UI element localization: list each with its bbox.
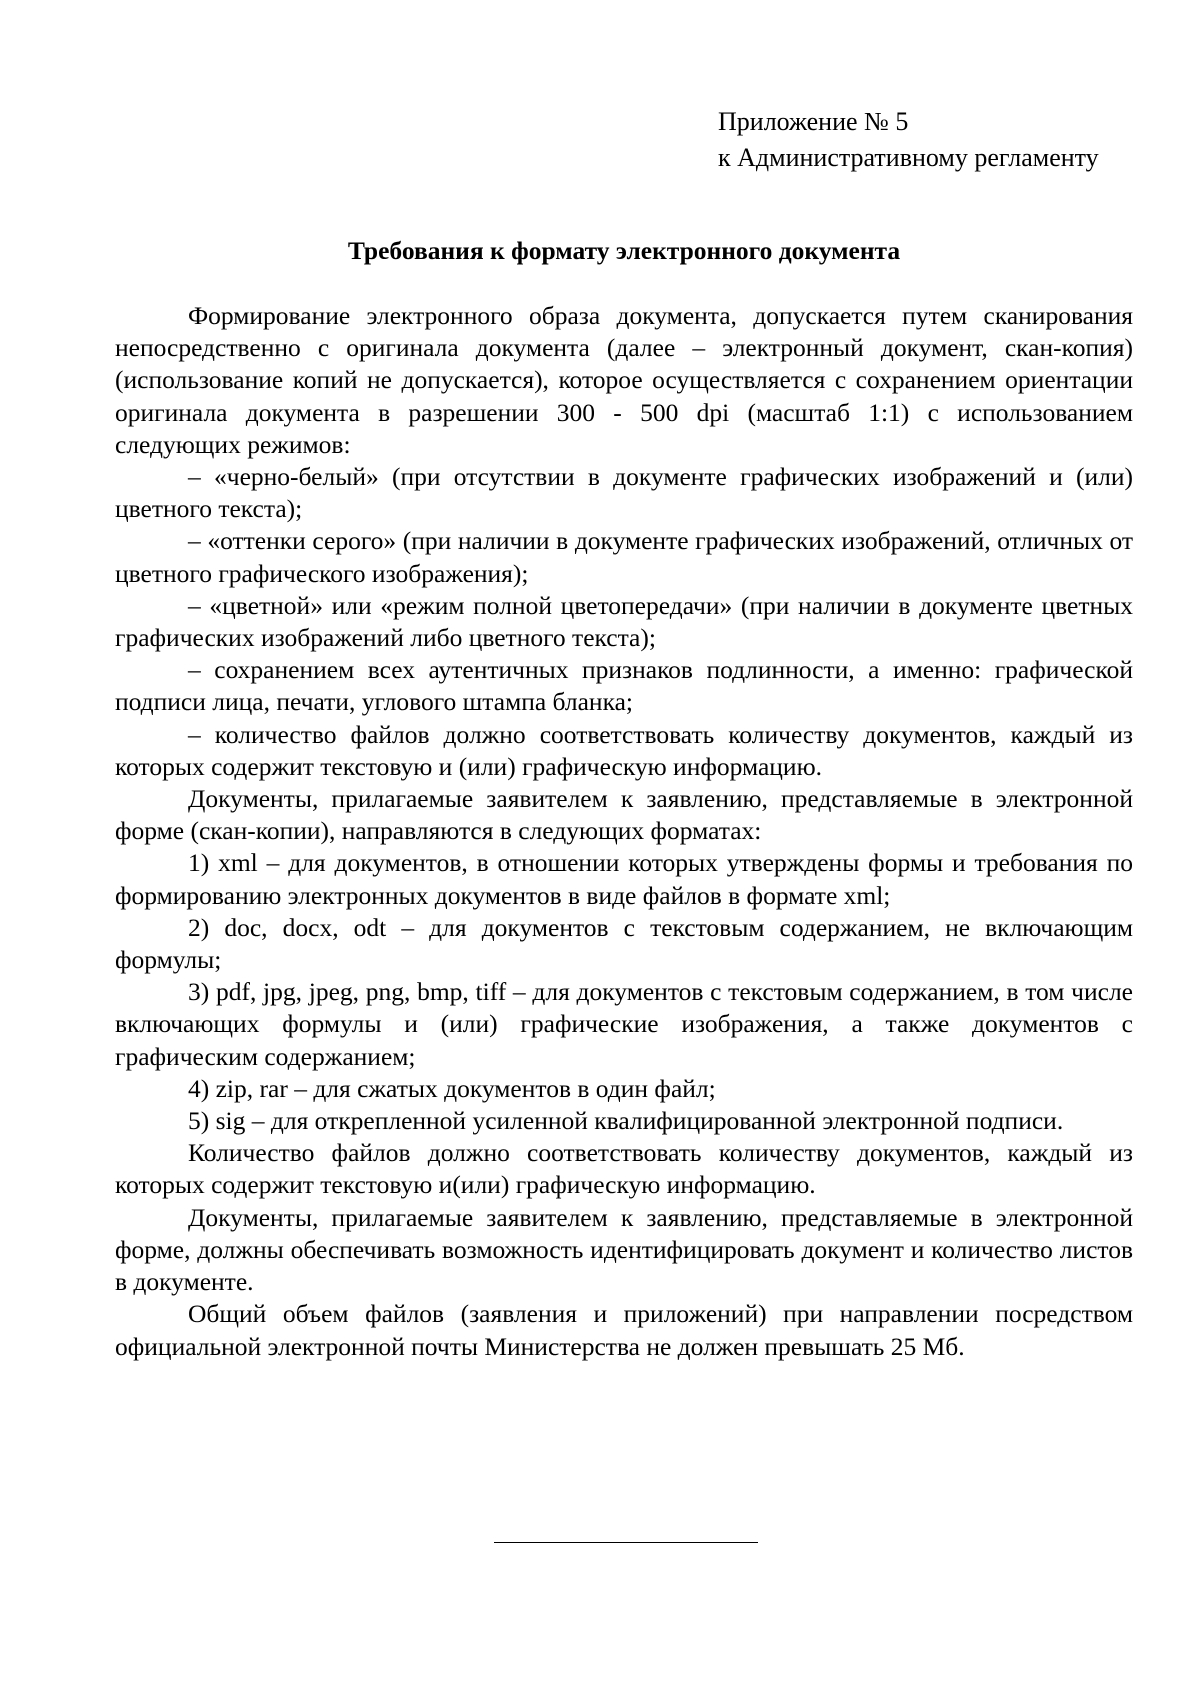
paragraph-authenticity: – сохранением всех аутентичных признаков подлинности, а именно: графической подписи лица, печати, углового штампа бланка; [115, 655, 1133, 717]
paragraph-mode-grayscale: – «оттенки серого» (при наличии в документе графических изображений, отличных от цветного графического изображения); [115, 526, 1133, 588]
paragraph-formats-intro: Документы, прилагаемые заявителем к заявлению, представляемые в электронной форме (скан-копии), направляются в следующих форматах: [115, 784, 1133, 846]
paragraph-format-xml: 1) xml – для документов, в отношении которых утверждены формы и требования по формированию электронных документов в виде файлов в формате xml; [115, 848, 1133, 910]
paragraph-size-limit: Общий объем файлов (заявления и приложений) при направлении посредством официальной электронной почты Министерства не должен превышать 25 Мб. [115, 1299, 1133, 1361]
document-body [115, 300, 1133, 1363]
paragraph-scan-general: Формирование электронного образа документа, допускается путем сканирования непосредственно с оригинала документа (далее – электронный документ, скан-копия) (использование копий не допускается), которое осуществляется с сохранением ориентации оригинала документа в разрешении 300 - 500 dpi (масштаб 1:1) с использованием следующих режимов: [115, 301, 1133, 459]
paragraph-file-count: – количество файлов должно соответствовать количеству документов, каждый из которых содержит текстовую и (или) графическую информацию. [115, 719, 1133, 781]
paragraph-format-doc: 2) doc, docx, odt – для документов с текстовым содержанием, не включающим формулы; [115, 912, 1133, 975]
paragraph-mode-color: – «цветной» или «режим полной цветопередачи» (при наличии в документе цветных графических изображений либо цветного текста); [115, 590, 1133, 653]
annex-reference: к Административному регламенту [718, 143, 1099, 172]
paragraph-file-count-2: Количество файлов должно соответствовать количеству документов, каждый из которых содержит текстовую и(или) графическую информацию. [115, 1138, 1133, 1200]
annex-header [718, 104, 1099, 176]
paragraph-mode-bw: – «черно-белый» (при отсутствии в документе графических изображений и (или) цветного текста); [115, 462, 1133, 524]
paragraph-identification: Документы, прилагаемые заявителем к заявлению, представляемые в электронной форме, должны обеспечивать возможность идентифицировать документ и количество листов в документе. [115, 1202, 1133, 1297]
paragraph-format-pdf: 3) pdf, jpg, jpeg, png, bmp, tiff – для документов с текстовым содержанием, в том числе включающих формулы и (или) графические изображения, а также документов с графическим содержанием; [115, 977, 1133, 1071]
document-title: Требования к формату электронного документа [347, 236, 901, 265]
end-divider [494, 1542, 758, 1543]
paragraph-format-sig: 5) sig – для открепленной усиленной квалифицированной электронной подписи. [188, 1106, 1064, 1136]
annex-number: Приложение № 5 [718, 107, 909, 136]
paragraph-format-zip: 4) zip, rar – для сжатых документов в один файл; [188, 1073, 716, 1103]
